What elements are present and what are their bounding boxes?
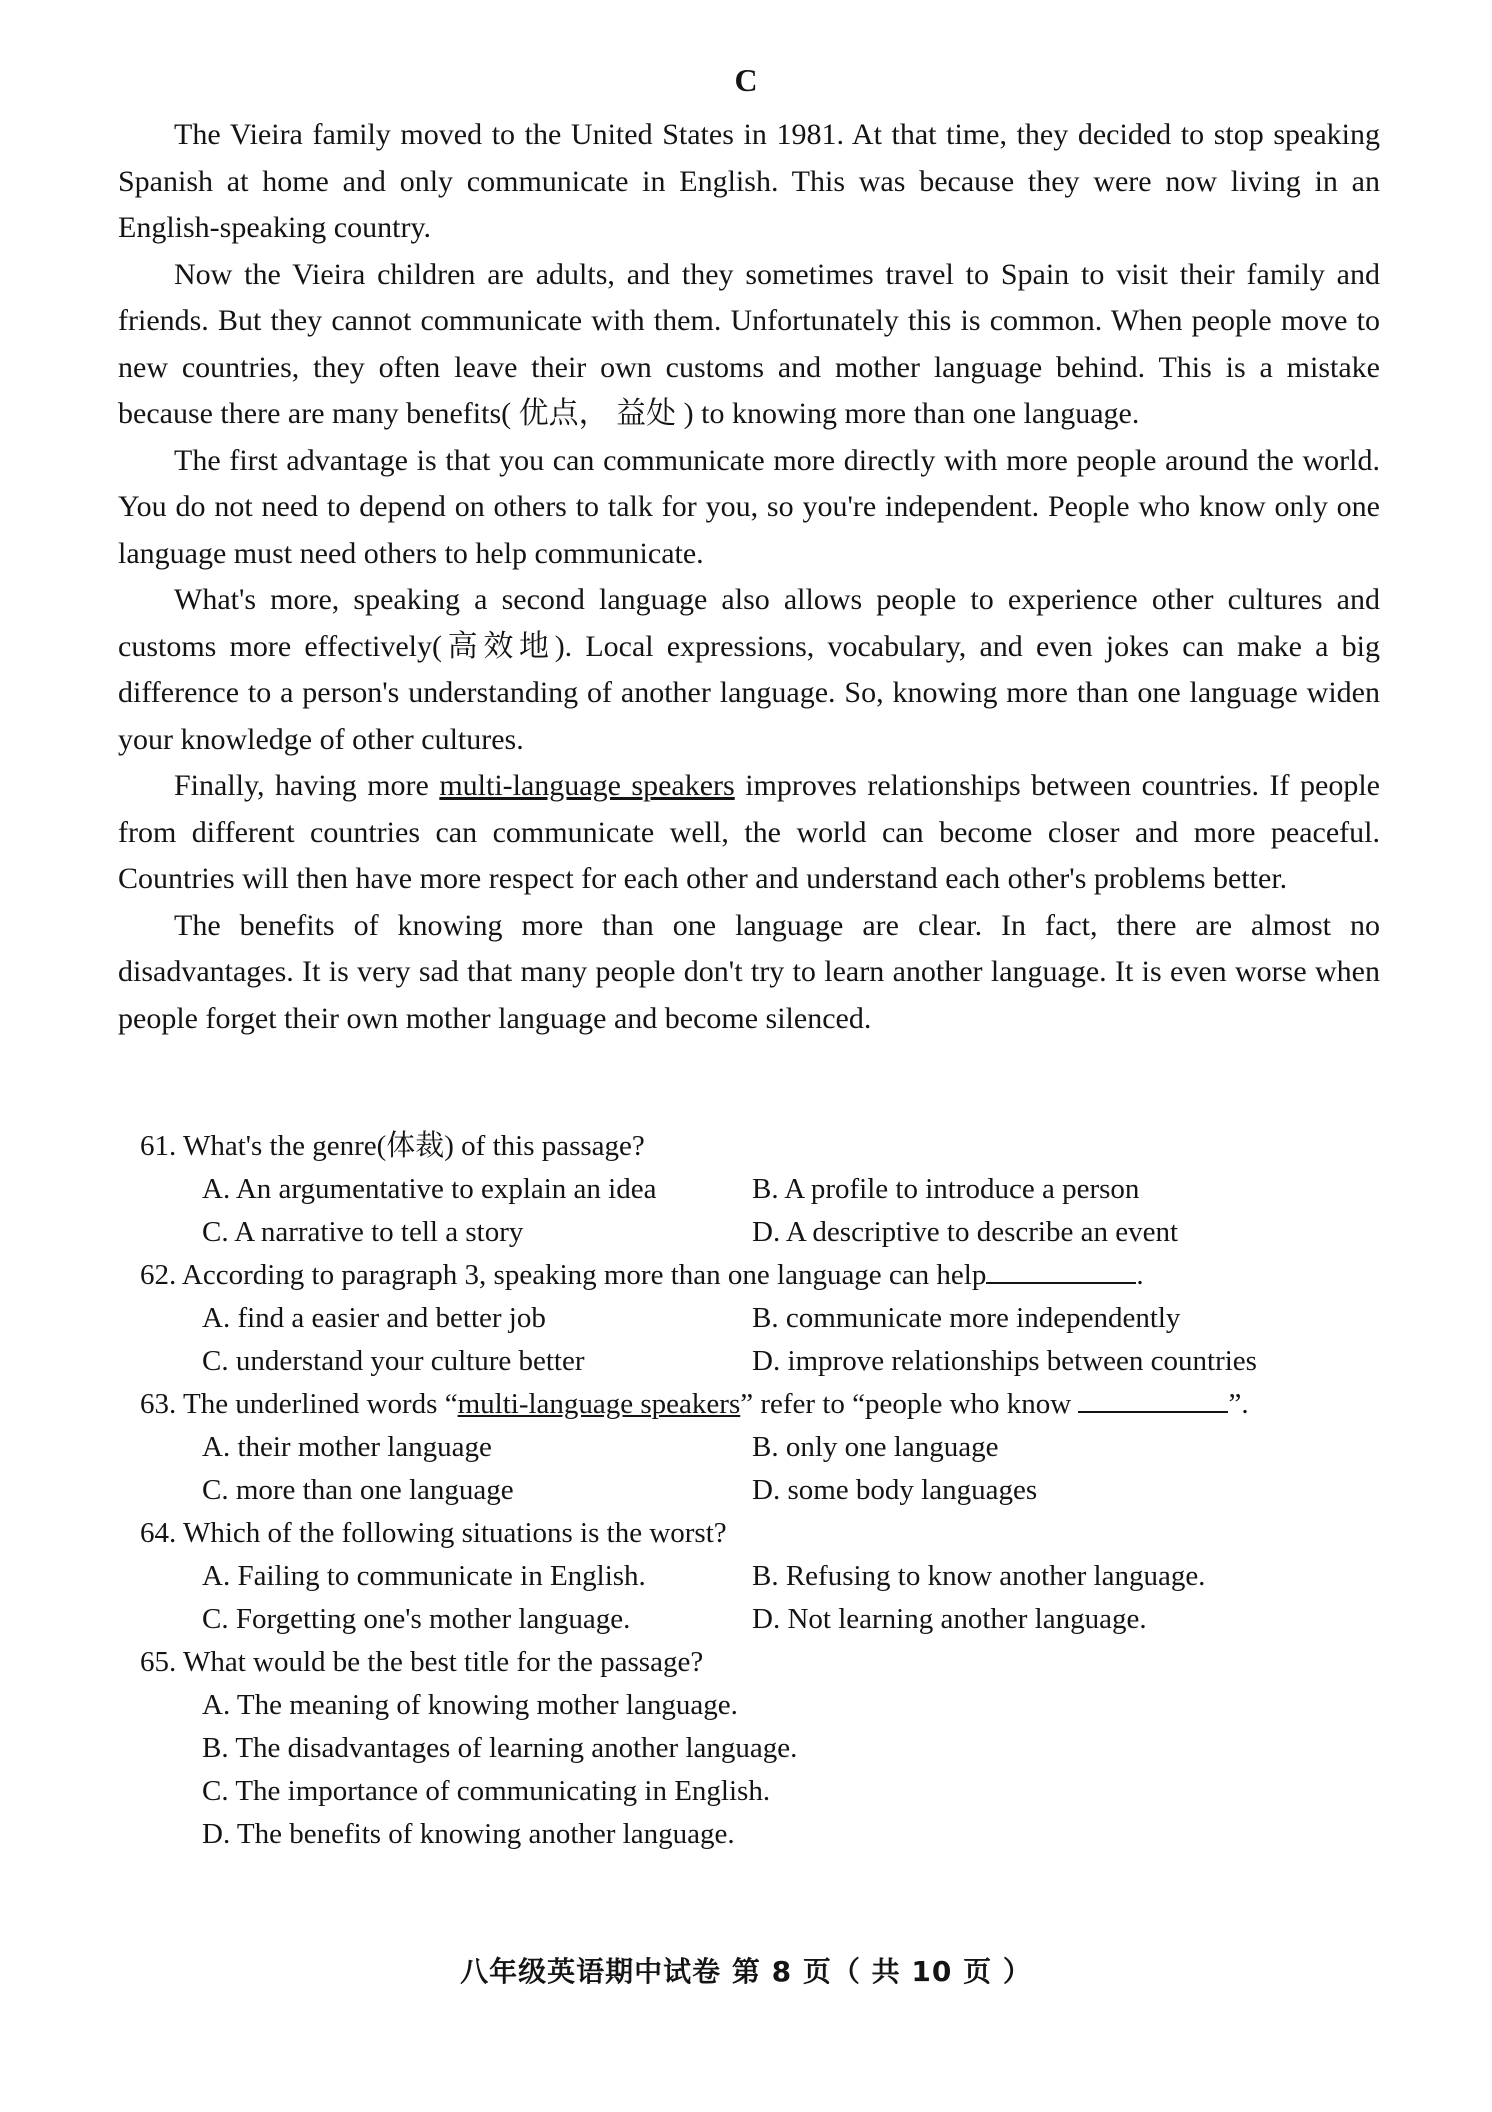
option-d[interactable]: D. improve relationships between countries [752,1345,1257,1377]
answer-blank[interactable] [986,1256,1136,1284]
stem-end: . [1136,1259,1144,1291]
question-stem [140,1383,1400,1426]
underlined-phrase: multi-language speakers [457,1388,741,1420]
option-b[interactable]: B. communicate more independently [752,1302,1181,1334]
options [140,1684,1400,1856]
stem-middle: ” refer to “people who know [740,1388,1072,1420]
option-a[interactable]: A. An argumentative to explain an idea [202,1173,657,1205]
option-c[interactable]: C. The importance of communicating in English. [202,1775,771,1807]
reading-passage [118,112,1380,1042]
options [140,1297,1400,1383]
option-b[interactable]: B. A profile to introduce a person [752,1173,1140,1205]
paragraph-3: The first advantage is that you can communicate more directly with more people around the world. You do not need to depend on others to talk for you, so you're independent. People who know only one language must need others to help communicate. [118,443,1380,570]
stem-text: 62. According to paragraph 3, speaking more than one language can help [140,1259,987,1291]
paragraph-5-end: improves relationships between countries. If people from different countries can communicate well, the world can become closer and more peaceful. Countries will then have more respect for each other and understand each other's problems better. [118,769,1380,895]
page-footer: 八年级英语期中试卷 第 8 页（ 共 10 页 ） [460,1955,1032,1988]
option-a[interactable]: A. Failing to communicate in English. [202,1560,646,1592]
option-d[interactable]: D. A descriptive to describe an event [752,1216,1179,1248]
paragraph-5-start: Finally, having more [174,769,440,802]
answer-blank[interactable] [1078,1385,1228,1413]
option-d[interactable]: D. The benefits of knowing another language. [202,1818,735,1850]
stem-end: ”. [1228,1388,1249,1420]
option-c[interactable]: C. Forgetting one's mother language. [202,1603,631,1635]
options [140,1555,1400,1641]
option-a[interactable]: A. The meaning of knowing mother language. [202,1689,738,1721]
option-d[interactable]: D. Not learning another language. [752,1603,1147,1635]
options [140,1426,1400,1512]
stem-start: 63. The underlined words “ [140,1388,458,1420]
option-d[interactable]: D. some body languages [752,1474,1038,1506]
option-c[interactable]: C. A narrative to tell a story [202,1216,524,1248]
option-c[interactable]: C. understand your culture better [202,1345,585,1377]
question-62 [140,1254,1400,1383]
question-61 [140,1125,1400,1254]
paragraph-1: The Vieira family moved to the United States in 1981. At that time, they decided to stop speaking Spanish at home and only communicate in English. This was because they were now living in an English-speaking country. [118,118,1380,244]
option-a[interactable]: A. find a easier and better job [202,1302,546,1334]
question-stem [140,1254,1400,1297]
options [140,1168,1400,1254]
question-stem: 61. What's the genre(体裁) of this passage? [140,1130,645,1162]
question-65 [140,1641,1400,1856]
question-stem: 64. Which of the following situations is the worst? [140,1517,727,1549]
option-a[interactable]: A. their mother language [202,1431,492,1463]
paragraph-5 [118,763,1380,903]
section-heading: C [734,62,758,98]
option-b[interactable]: B. only one language [752,1431,999,1463]
paragraph-4: What's more, speaking a second language also allows people to experience other cultures and customs more effectively(高效地). Local expressions, vocabulary, and even jokes can make a big difference to a person's understanding of another language. So, knowing more than one language widen your knowledge of other cultures. [118,583,1380,756]
paragraph-6: The benefits of knowing more than one language are clear. In fact, there are almost no disadvantages. It is very sad that many people don't try to learn another language. It is even worse when people forget their own mother language and become silenced. [118,908,1380,1035]
option-c[interactable]: C. more than one language [202,1474,514,1506]
underlined-phrase: multi-language speakers [439,769,735,802]
question-64 [140,1512,1400,1641]
question-list [140,1125,1400,1856]
option-b[interactable]: B. The disadvantages of learning another language. [202,1732,798,1764]
question-stem: 65. What would be the best title for the passage? [140,1646,704,1678]
paragraph-2: Now the Vieira children are adults, and they sometimes travel to Spain to visit their family and friends. But they cannot communicate with them. Unfortunately this is common. When people move to new countries, they often leave their own customs and mother language behind. This is a mistake because there are many benefits( 优点， 益处 ) to knowing more than one language. [118,257,1380,430]
question-63 [140,1383,1400,1512]
option-b[interactable]: B. Refusing to know another language. [752,1560,1206,1592]
